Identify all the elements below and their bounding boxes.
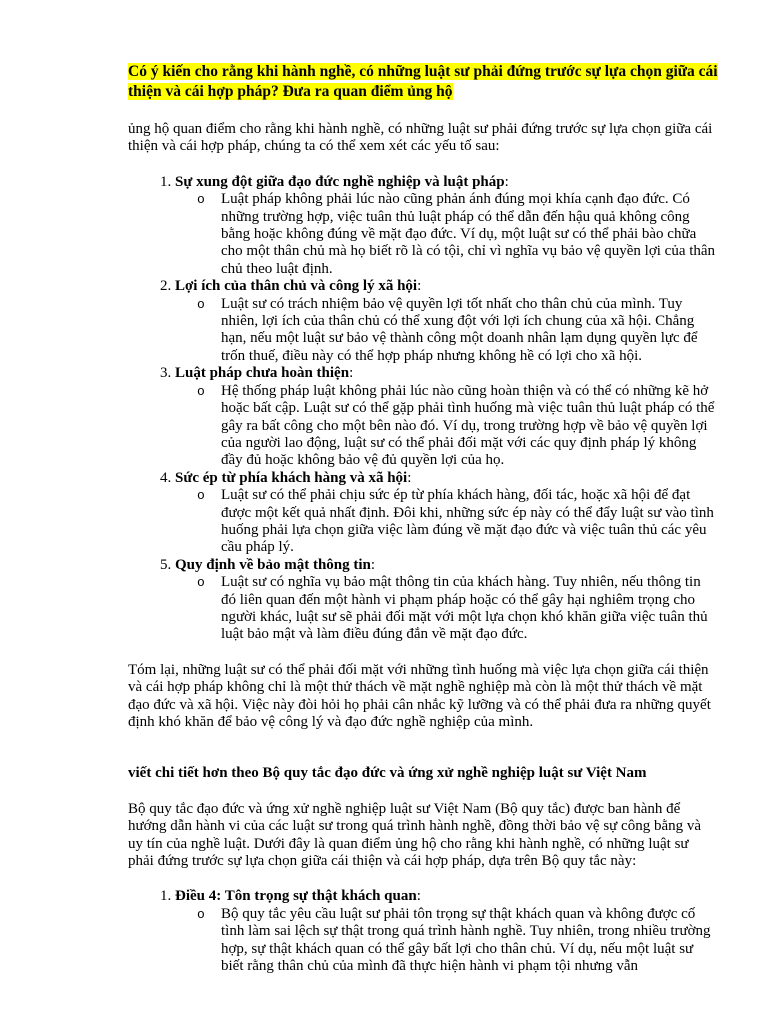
list-item-detail: o Hệ thống pháp luật không phải lúc nào cũng hoàn thiện và có thể có những kẽ hở hoặc bất cập. Luật sư có thể gặp phải tình huống mà việc tuân thủ luật pháp có thể gây ra bất công cho một bên nào đó. Ví dụ, trong trường hợp về bảo vệ quyền lợi của người lao động, luật sư có thể phải đối mặt với các quy định pháp lý không đầy đủ hoặc không bảo vệ đủ quyền lợi của họ. bbox=[221, 383, 718, 470]
list-item-detail: o Luật sư có trách nhiệm bảo vệ quyền lợi tốt nhất cho thân chủ của mình. Tuy nhiên, lợi ích của thân chủ có thể xung đột với lợi ích chung của xã hội. Chẳng hạn, nếu một luật sư bảo vệ thành công một doanh nhân lạm dụng quyền lực để trốn thuế, điều này có thể hợp pháp nhưng không hề có lợi cho xã hội. bbox=[221, 296, 718, 366]
list-item-heading: Điều 4: Tôn trọng sự thật khách quan bbox=[175, 888, 417, 905]
factors-list bbox=[128, 174, 718, 644]
list-item-heading: Sức ép từ phía khách hàng và xã hội bbox=[175, 469, 408, 486]
list-item-heading: Quy định về bảo mật thông tin bbox=[175, 556, 371, 573]
conclusion-paragraph: Tóm lại, những luật sư có thể phải đối mặt với những tình huống mà việc lựa chọn giữa cái thiện và cái hợp pháp không chỉ là một thử thách về mặt nghề nghiệp mà còn là một thử thách về mặt đạo đức và xã hội. Việc này đòi hỏi họ phải cân nhắc kỹ lưỡng và có thể phải đưa ra những quyết định khó khăn để bảo vệ công lý và đạo đức nghề nghiệp của mình. bbox=[128, 661, 711, 730]
list-item: 1. Sự xung đột giữa đạo đức nghề nghiệp và luật pháp: o Luật pháp không phải lúc nào cũng phản ánh đúng mọi khía cạnh đạo đức. Có những trường hợp, việc tuân thủ luật pháp có thể dẫn đến hậu quả không công bằng hoặc không đúng về mặt đạo đức. Ví dụ, một luật sư có thể phải bào chữa cho một thân chủ mà họ biết rõ là có tội, chỉ vì nghĩa vụ bảo vệ quyền lợi của thân chủ theo luật định. bbox=[175, 174, 718, 278]
document-title: Có ý kiến cho rằng khi hành nghề, có những luật sư phải đứng trước sự lựa chọn giữa cái thiện và cái hợp pháp? Đưa ra quan điểm ủng hộ bbox=[128, 63, 718, 100]
section-intro-paragraph: Bộ quy tắc đạo đức và ứng xử nghề nghiệp luật sư Việt Nam (Bộ quy tắc) được ban hành để hướng dẫn hành vi của các luật sư trong quá trình hành nghề, đồng thời bảo vệ sự công bằng và uy tín của nghề luật. Dưới đây là quan điểm ủng hộ cho rằng khi hành nghề, có những luật sư phải đứng trước sự lựa chọn giữa cái thiện và cái hợp pháp, dựa trên Bộ quy tắc này: bbox=[128, 800, 702, 870]
list-item-detail: o Luật sư có nghĩa vụ bảo mật thông tin của khách hàng. Tuy nhiên, nếu thông tin đó liên quan đến một hành vi phạm pháp hoặc có thể gây hại nghiêm trọng cho người khác, luật sư sẽ phải đối mặt với một lựa chọn khó khăn giữa việc tuân thủ luật bảo mật và làm điều đúng đắn về mặt đạo đức. bbox=[221, 574, 718, 644]
list-item-detail: o Bộ quy tắc yêu cầu luật sư phải tôn trọng sự thật khách quan và không được cố tình làm sai lệch sự thật trong quá trình hành nghề. Tuy nhiên, trong nhiều trường hợp, sự thật khách quan có thể gây bất lợi cho thân chủ. Ví dụ, nếu một luật sư biết rằng thân chủ của mình đã thực hiện hành vi phạm tội nhưng vẫn bbox=[221, 906, 718, 976]
list-item-detail: o Luật pháp không phải lúc nào cũng phản ánh đúng mọi khía cạnh đạo đức. Có những trường hợp, việc tuân thủ luật pháp có thể dẫn đến hậu quả không công bằng hoặc không đúng về mặt đạo đức. Ví dụ, một luật sư có thể phải bào chữa cho một thân chủ mà họ biết rõ là có tội, chỉ vì nghĩa vụ bảo vệ quyền lợi của thân chủ theo luật định. bbox=[221, 191, 718, 278]
list-item: 5. Quy định về bảo mật thông tin: o Luật sư có nghĩa vụ bảo mật thông tin của khách hàng. Tuy nhiên, nếu thông tin đó liên quan đến một hành vi phạm pháp hoặc có thể gây hại nghiêm trọng cho người khác, luật sư sẽ phải đối mặt với một lựa chọn khó khăn giữa việc tuân thủ luật bảo mật và làm điều đúng đắn về mặt đạo đức. bbox=[175, 557, 718, 644]
document-page bbox=[128, 62, 718, 993]
section-heading: viết chi tiết hơn theo Bộ quy tắc đạo đức và ứng xử nghề nghiệp luật sư Việt Nam bbox=[128, 765, 647, 782]
list-item-heading: Luật pháp chưa hoàn thiện bbox=[175, 365, 350, 382]
list-item-heading: Lợi ích của thân chủ và công lý xã hội bbox=[175, 278, 418, 295]
list-item: 1. Điều 4: Tôn trọng sự thật khách quan: o Bộ quy tắc yêu cầu luật sư phải tôn trọng sự thật khách quan và không được cố tình làm sai lệch sự thật trong quá trình hành nghề. Tuy nhiên, trong nhiều trường hợp, sự thật khách quan có thể gây bất lợi cho thân chủ. Ví dụ, nếu một luật sư biết rằng thân chủ của mình đã thực hiện hành vi phạm tội nhưng vẫn bbox=[175, 888, 718, 975]
list-item-detail: o Luật sư có thể phải chịu sức ép từ phía khách hàng, đối tác, hoặc xã hội để đạt được một kết quả nhất định. Đôi khi, những sức ép này có thể đẩy luật sư vào tình huống phải lựa chọn giữa việc làm đúng về mặt đạo đức và việc tuân thủ các yêu cầu pháp lý. bbox=[221, 487, 718, 557]
list-item: 4. Sức ép từ phía khách hàng và xã hội: o Luật sư có thể phải chịu sức ép từ phía khách hàng, đối tác, hoặc xã hội để đạt được một kết quả nhất định. Đôi khi, những sức ép này có thể đẩy luật sư vào tình huống phải lựa chọn giữa việc làm đúng về mặt đạo đức và việc tuân thủ các yêu cầu pháp lý. bbox=[175, 470, 718, 557]
intro-paragraph: ủng hộ quan điểm cho rằng khi hành nghề, có những luật sư phải đứng trước sự lựa chọn giữa cái thiện và cái hợp pháp, chúng ta có thể xem xét các yếu tố sau: bbox=[128, 121, 713, 155]
list-item-heading: Sự xung đột giữa đạo đức nghề nghiệp và luật pháp bbox=[175, 173, 505, 190]
rules-list bbox=[128, 888, 718, 975]
list-item: 2. Lợi ích của thân chủ và công lý xã hội: o Luật sư có trách nhiệm bảo vệ quyền lợi tốt nhất cho thân chủ của mình. Tuy nhiên, lợi ích của thân chủ có thể xung đột với lợi ích chung của xã hội. Chẳng hạn, nếu một luật sư bảo vệ thành công một doanh nhân lạm dụng quyền lực để trốn thuế, điều này có thể hợp pháp nhưng không hề có lợi cho xã hội. bbox=[175, 278, 718, 365]
list-item: 3. Luật pháp chưa hoàn thiện: o Hệ thống pháp luật không phải lúc nào cũng hoàn thiện và có thể có những kẽ hở hoặc bất cập. Luật sư có thể gặp phải tình huống mà việc tuân thủ luật pháp có thể gây ra bất công cho một bên nào đó. Ví dụ, trong trường hợp về bảo vệ quyền lợi của người lao động, luật sư có thể phải đối mặt với các quy định pháp lý không đầy đủ hoặc không bảo vệ đủ quyền lợi của họ. bbox=[175, 365, 718, 469]
